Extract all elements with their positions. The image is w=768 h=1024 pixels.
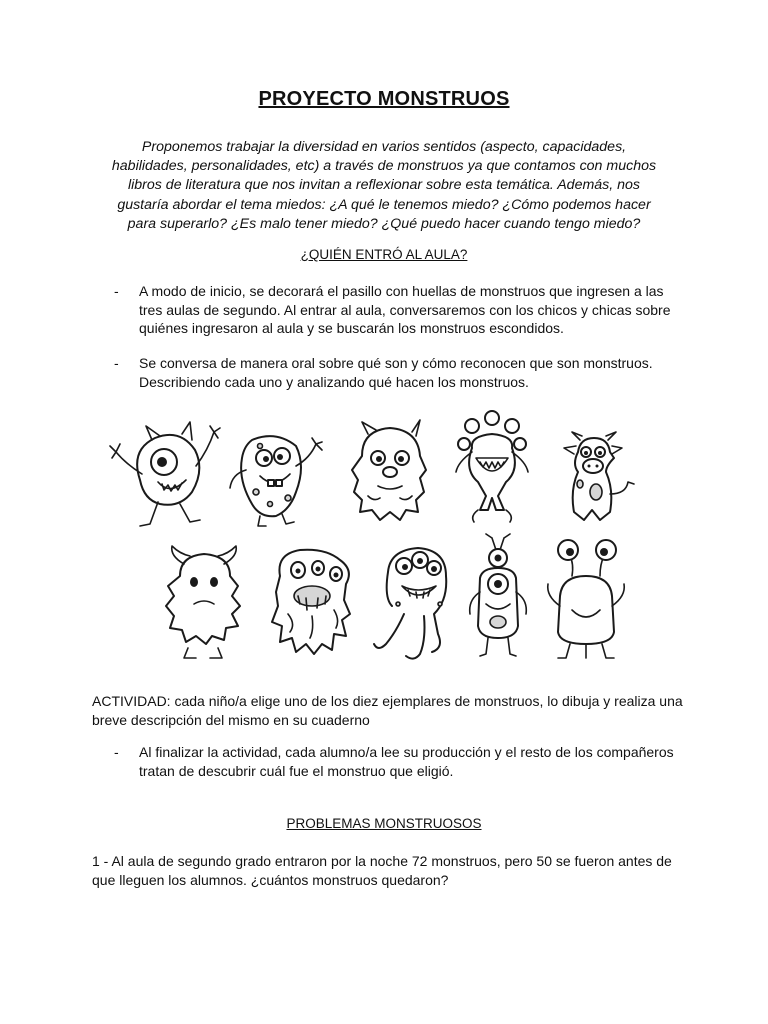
document-title: PROYECTO MONSTRUOS (258, 88, 510, 110)
intro-paragraph: Proponemos trabajar la diversidad en varios sentidos (aspecto, capacidades, habilidades, personalidades, etc) a través de monstruos ya que contamos con muchos libros de literatura que nos invitan a reflexionar sobre esta temática. Además, nos gustaría abordar el tema miedos: ¿A qué le tenemos miedo? ¿Cómo podemos hacer para superarlo? ¿Es malo tener miedo? ¿Qué puedo hacer cuando tengo miedo? (111, 139, 657, 232)
bullet-item (114, 354, 684, 391)
problem-paragraph: 1 - Al aula de segundo grado entraron por la noche 72 monstruos, pero 50 se fueron antes de que lleguen los alumnos. ¿cuántos monstruos quedaron? (92, 853, 672, 888)
section-heading-problemas: PROBLEMAS MONSTRUOSOS (286, 816, 482, 831)
section-heading-quien-entro: ¿QUIÉN ENTRÓ AL AULA? (300, 247, 468, 262)
furry-horned-monster (166, 546, 240, 658)
bullet-marker: - (114, 355, 119, 371)
bullet-marker: - (114, 744, 119, 760)
spotted-smiling-monster (230, 436, 322, 526)
one-eyed-horned-monster (110, 422, 220, 526)
bullet-item (114, 743, 684, 780)
bullet-text: Se conversa de manera oral sobre qué son y cómo reconocen que son monstruos. Describiendo cada uno y analizando qué hacen los monstruos. (139, 355, 653, 390)
antenna-bulb-monster (456, 411, 528, 522)
bullet-marker: - (114, 283, 119, 299)
bullet-text: Al finalizar la actividad, cada alumno/a lee su producción y el resto de los compañeros tratan de descubrir cuál fue el monstruo que eligió. (139, 744, 674, 779)
bullet-item (114, 282, 684, 338)
cow-monster (564, 432, 634, 520)
stacked-eyes-monster (470, 534, 527, 656)
stalk-eyes-monster (548, 540, 625, 658)
activity-paragraph: ACTIVIDAD: cada niño/a elige uno de los diez ejemplares de monstruos, lo dibuja y realiza una breve descripción del mismo en su cuaderno (92, 693, 683, 728)
slime-monster (272, 550, 350, 654)
three-eyed-octopus-monster (374, 548, 446, 659)
monsters-illustration (100, 400, 660, 668)
bullet-text: A modo de inicio, se decorará el pasillo con huellas de monstruos que ingresen a las tres aulas de segundo. Al entrar al aula, conversaremos con los chicos y chicas sobre quiénes ingresaron al aula y se buscarán los monstruos escondidos. (139, 283, 671, 337)
furry-round-monster (352, 420, 426, 520)
